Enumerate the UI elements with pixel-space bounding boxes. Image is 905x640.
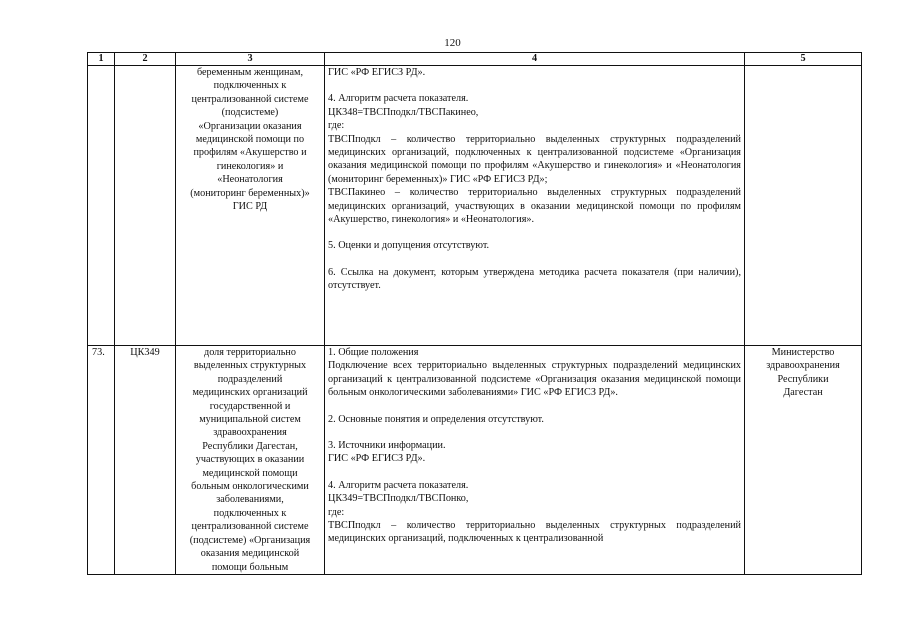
text-line: беременным женщинам, <box>196 67 304 78</box>
text-line: «Организации оказания <box>198 120 302 132</box>
paragraph: ГИС «РФ ЕГИСЗ РД». <box>328 67 426 78</box>
text-line: заболеваниями, <box>216 494 284 506</box>
indicator-code <box>115 66 176 346</box>
paragraph: где: <box>328 506 345 518</box>
indicator-code: ЦК349 <box>115 346 176 575</box>
page-number: 120 <box>444 37 461 49</box>
text-line: (мониторинг беременных)» <box>190 187 310 199</box>
text-line: участвующих в оказании <box>195 454 305 466</box>
paragraph-gap <box>328 79 741 92</box>
text-line: больным онкологическими <box>191 481 309 493</box>
paragraph: где: <box>328 120 345 132</box>
indicator-name <box>176 66 325 346</box>
text-line: доля территориально <box>204 347 296 358</box>
text-line: «Неонатология <box>217 174 283 186</box>
text-line: профилям «Акушерство и <box>193 147 307 159</box>
table-row <box>88 346 862 575</box>
text-line: медицинских организаций <box>192 387 308 399</box>
table-row <box>88 66 862 346</box>
text-line: Республики <box>777 373 829 385</box>
text-line: медицинской помощи <box>202 467 298 479</box>
responsible-organization <box>745 66 862 346</box>
text-line: муниципальной систем <box>199 414 301 426</box>
text-line: подключенных к <box>213 80 287 92</box>
text-line: централизованной системе <box>191 521 309 533</box>
text-line: подключенных к <box>213 507 287 519</box>
paragraph: ЦК348=ТВСПподкл/ТВСПакинео, <box>328 106 479 118</box>
responsible-organization <box>745 346 862 575</box>
header-cell: 4 <box>325 53 745 66</box>
paragraph: ТВСПподкл – количество территориально выделенных структурных подразделений медицинских организаций, подключенных к централизованной <box>328 520 741 545</box>
paragraph: 3. Источники информации. <box>328 440 446 452</box>
text-line: Министерство <box>771 347 835 358</box>
paragraph: 2. Основные понятия и определения отсутствуют. <box>328 413 544 425</box>
paragraph: 4. Алгоритм расчета показателя. <box>328 93 469 105</box>
row-number: 73. <box>88 346 115 575</box>
text-line: Дагестан <box>783 387 823 399</box>
text-line: медицинской помощи по <box>195 134 305 146</box>
text-line: государственной и <box>209 400 291 412</box>
indicator-description <box>325 346 745 575</box>
text-line: гинекология» и <box>216 160 284 172</box>
text-line: подразделений <box>217 373 283 385</box>
paragraph-gap <box>328 466 741 479</box>
header-cell: 2 <box>115 53 176 66</box>
paragraph-gap <box>328 253 741 266</box>
paragraph: ТВСПакинео – количество территориально выделенных структурных подразделений медицинских организаций, участвующих в оказании медицинской помощи по профилям «Акушерство, гинекология» и «Неонатология». <box>328 187 741 226</box>
paragraph: Подключение всех территориально выделенных структурных подразделений медицинских организаций к централизованной подсистеме «Организация оказания медицинской помощи больным онкологическими заболеваниями» ГИС «РФ ЕГИСЗ РД». <box>328 360 741 399</box>
paragraph-gap <box>328 426 741 439</box>
table-header-row <box>88 53 862 66</box>
paragraph: 5. Оценки и допущения отсутствуют. <box>328 240 490 252</box>
text-line: оказания медицинской <box>200 548 300 560</box>
header-cell: 5 <box>745 53 862 66</box>
indicator-description <box>325 66 745 346</box>
text-line: ГИС РД <box>232 201 268 213</box>
indicator-name <box>176 346 325 575</box>
text-line: централизованной системе <box>191 93 309 105</box>
paragraph-gap <box>328 400 741 413</box>
paragraph: 1. Общие положения <box>328 347 419 358</box>
text-line: здравоохранения <box>213 427 287 439</box>
text-line: выделенных структурных <box>193 360 307 372</box>
paragraph: ГИС «РФ ЕГИСЗ РД». <box>328 453 426 465</box>
text-line: помощи больным <box>211 561 289 573</box>
text-line: (подсистеме) <box>221 107 279 119</box>
paragraph-gap <box>328 226 741 239</box>
paragraph: 4. Алгоритм расчета показателя. <box>328 479 469 491</box>
text-line: (подсистеме) «Организация <box>189 534 311 546</box>
header-cell: 3 <box>176 53 325 66</box>
indicator-table <box>87 52 862 575</box>
paragraph: 6. Ссылка на документ, которым утверждена методика расчета показателя (при наличии), отсутствует. <box>328 266 741 292</box>
paragraph: ТВСПподкл – количество территориально выделенных структурных подразделений медицинских организаций, подключенных к централизованной подсистеме «Организация оказания медицинской помощи по профилям «Акушерство и гинекология» и «Неонатология (мониторинг беременных)» ГИС «РФ ЕГИСЗ РД»; <box>328 133 741 185</box>
row-number <box>88 66 115 346</box>
text-line: Республики Дагестан, <box>202 440 298 452</box>
header-cell: 1 <box>88 53 115 66</box>
paragraph: ЦК349=ТВСПподкл/ТВСПонко, <box>328 493 469 505</box>
text-line: здравоохранения <box>766 360 840 372</box>
